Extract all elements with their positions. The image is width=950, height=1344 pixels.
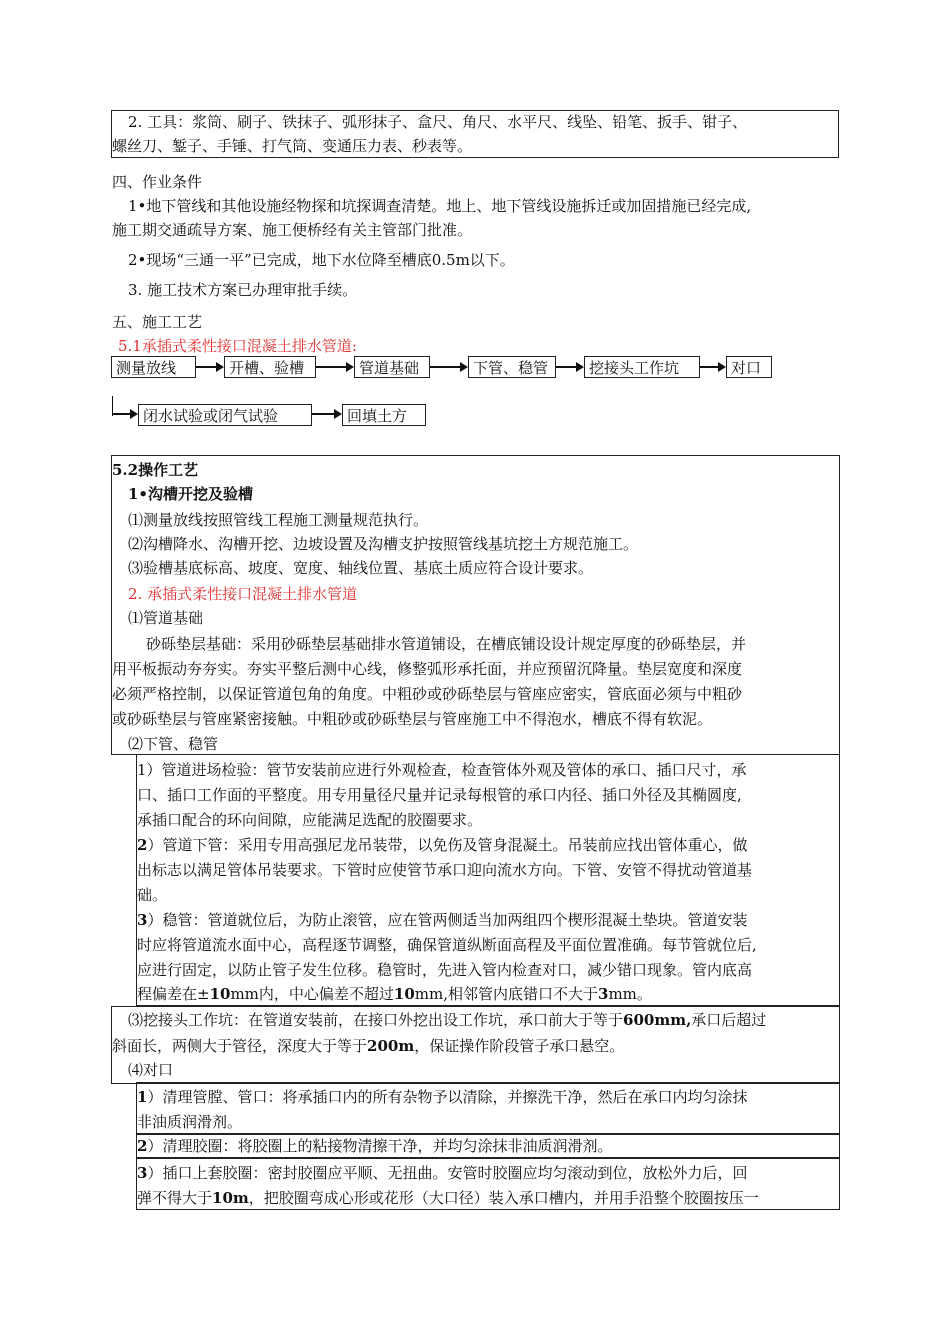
flow-step-5: 挖接头工作坑 [584, 356, 700, 378]
s3-line-1 [128, 1008, 766, 1032]
d2-number: 2 [137, 1137, 148, 1155]
p3-line-2: 时应将管道流水面中心，高程逐节调整，确保管道纵断面高程及平面位置准确。每节管就位后, [137, 936, 757, 954]
p3-text-1: ）稳管：管道就位后，为防止滚管，应在管两侧适当加两组四个楔形混凝土垫块。管道安装 [147, 911, 748, 929]
p2-number: 2 [137, 836, 148, 854]
p3-text-4a: 程偏差在± [137, 985, 210, 1003]
s52-item-1-1: ⑴测量放线按照管线工程施工测量规范执行。 [128, 511, 429, 529]
p3-line-3: 应进行固定，以防止管子发生位移。稳管时，先进入管内检查对口，减少错口现象。管内底高 [137, 961, 753, 979]
d3-text-2a: 弹不得大于 [137, 1189, 213, 1207]
p3-text-4d: mm。 [608, 985, 652, 1003]
foundation-line-2: 用平板振动夯夯实。夯实平整后测中心线，修整弧形承托面，并应预留沉降量。垫层宽度和深度 [112, 660, 743, 678]
s3-text-1a: ⑶挖接头工作坑：在管道安装前，在接口外挖出设工作坑，承口前大于等于 [128, 1011, 624, 1029]
p2-line-2: 出标志以满足管体吊装要求。下管时应使管节承口迎向流水方向。下管、安管不得扰动管道基 [137, 861, 753, 879]
section-4-title: 四、作业条件 [112, 173, 203, 191]
s52-item-1-text: 1•沟槽开挖及验槽 [128, 485, 254, 503]
p1-line-2: 口、插口工作面的平整度。用专用量径尺量并记录每根管的承口内径、插口外径及其椭圆度, [137, 786, 742, 804]
section-5-1-title: 5.1承插式柔性接口混凝土排水管道: [118, 337, 357, 355]
p2-text-1: ）管道下管：采用专用高强尼龙吊装带，以免伤及管身混凝土。吊装前应找出管体重心，做 [147, 836, 748, 854]
flow-arrow-icon [430, 366, 466, 368]
d3-text-2b: ，把胶圈弯成心形或花形（大口径）装入承口槽内，并用手沿整个胶圈按压一 [248, 1189, 759, 1207]
flow-step-3: 管道基础 [354, 356, 430, 378]
d1-number: 1 [137, 1088, 148, 1106]
p3-text-4b: mm内，中心偏差不超过 [230, 985, 394, 1003]
s3-line-2 [112, 1034, 624, 1058]
s52-item-1 [128, 482, 253, 506]
p2-line-3: 础。 [137, 886, 168, 904]
d3-number: 3 [137, 1164, 148, 1182]
foundation-line-1: 砂砾垫层基础：采用砂砾垫层基础排水管道铺设，在槽底铺设设计规定厚度的砂砾垫层，并 [146, 635, 747, 653]
d3-value: 10m [212, 1189, 249, 1207]
flow-step-4: 下管、稳管 [468, 356, 556, 378]
p3-line-1 [137, 908, 747, 932]
tools-line-1: 2. 工具：浆筒、刷子、铁抹子、弧形抹子、盒尺、角尺、水平尺、线坠、铅笔、扳手、钳子、 [128, 113, 748, 131]
s52-item-2-1: ⑴管道基础 [128, 609, 204, 627]
s3-value-2: 200m [367, 1037, 415, 1055]
tools-line-2: 螺丝刀、錾子、手锤、打气筒、变通压力表、秒表等。 [112, 137, 473, 155]
flow-arrow-icon [196, 366, 222, 368]
flow-step-8: 回填土方 [342, 404, 426, 426]
d3-text-1: ）插口上套胶圈：密封胶圈应平顺、无扭曲。安管时胶圈应均匀滚动到位，放松外力后，回 [147, 1164, 748, 1182]
section-5-2-title-text: 5.2操作工艺 [112, 461, 199, 479]
s3-text-2b: ，保证操作阶段管子承口悬空。 [414, 1037, 625, 1055]
s3-text-2a: 斜面长，两侧大于管径，深度大于等于 [112, 1037, 368, 1055]
flow-arrow-icon [316, 366, 352, 368]
foundation-line-4: 或砂砾垫层与管座紧密接触。中粗砂或砂砾垫层与管座施工中不得泡水，槽底不得有软泥。 [112, 710, 713, 728]
flow-step-2: 开槽、验槽 [224, 356, 316, 378]
d2-text-1: ）清理胶圈：将胶圈上的粘接物清擦干净，并均匀涂抹非油质润滑剂。 [147, 1137, 613, 1155]
s52-item-2-2: ⑵下管、稳管 [128, 735, 219, 753]
flow-arrow-icon [556, 366, 582, 368]
flow-step-6: 对口 [726, 356, 772, 378]
flow-step-7: 闭水试验或闭气试验 [138, 404, 312, 426]
p2-line-1 [137, 833, 747, 857]
s52-item-1-2: ⑵沟槽降水、沟槽开挖、边坡设置及沟槽支护按照管线基坑挖土方规范施工。 [128, 535, 639, 553]
p3-value-3: 3 [598, 985, 609, 1003]
flow-step-1: 测量放线 [111, 356, 196, 378]
s52-item-1-3: ⑶验槽基底标高、坡度、宽度、轴线位置、基底土质应符合设计要求。 [128, 559, 594, 577]
d1-line-1 [137, 1085, 747, 1109]
d2-line-1 [137, 1134, 612, 1158]
s3-text-1b: 承口后超过 [691, 1011, 767, 1029]
section-5-2-title [112, 458, 198, 482]
sec4-item-3: 3. 施工技术方案已办理审批手续。 [128, 281, 358, 299]
p1-line-3: 承插口配合的环向间隙，应能满足选配的胶圈要求。 [137, 811, 483, 829]
foundation-line-3: 必须严格控制，以保证管道包角的角度。中粗砂或砂砾垫层与管座应密实，管底面必须与中粗砂 [112, 685, 743, 703]
flow-arrow-icon [112, 413, 136, 415]
p1-line-1: 1）管道进场检验：管节安装前应进行外观检查，检查管体外观及管体的承口、插口尺寸，承 [137, 761, 747, 779]
p3-text-4c: mm,相邻管内底错口不大于 [414, 985, 598, 1003]
s52-item-2: 2. 承插式柔性接口混凝土排水管道 [128, 585, 358, 603]
sec4-item-1b: 施工期交通疏导方案、施工便桥经有关主管部门批准。 [112, 221, 473, 239]
p3-value-2: 10 [393, 985, 415, 1003]
d1-text-1: ）清理管膛、管口：将承插口内的所有杂物予以清除，并擦洗干净，然后在承口内均匀涂抹 [147, 1088, 748, 1106]
s4-title: ⑷对口 [128, 1061, 174, 1079]
p3-number: 3 [137, 911, 148, 929]
s3-value-1: 600mm, [623, 1011, 692, 1029]
d1-line-2: 非油质润滑剂。 [137, 1113, 243, 1131]
p3-line-4 [137, 982, 652, 1006]
flow-arrow-icon [312, 413, 340, 415]
d3-line-1 [137, 1161, 747, 1185]
flow-arrow-icon [700, 366, 724, 368]
p3-value-1: 10 [209, 985, 231, 1003]
sec4-item-2: 2•现场“三通一平”已完成，地下水位降至槽底0.5m以下。 [128, 251, 515, 269]
sec4-item-1a: 1•地下管线和其他设施经物探和坑探调查清楚。地上、地下管线设施拆迁或加固措施已经完成, [128, 197, 752, 215]
d3-line-2 [137, 1186, 759, 1210]
section-5-title: 五、施工工艺 [112, 313, 203, 331]
